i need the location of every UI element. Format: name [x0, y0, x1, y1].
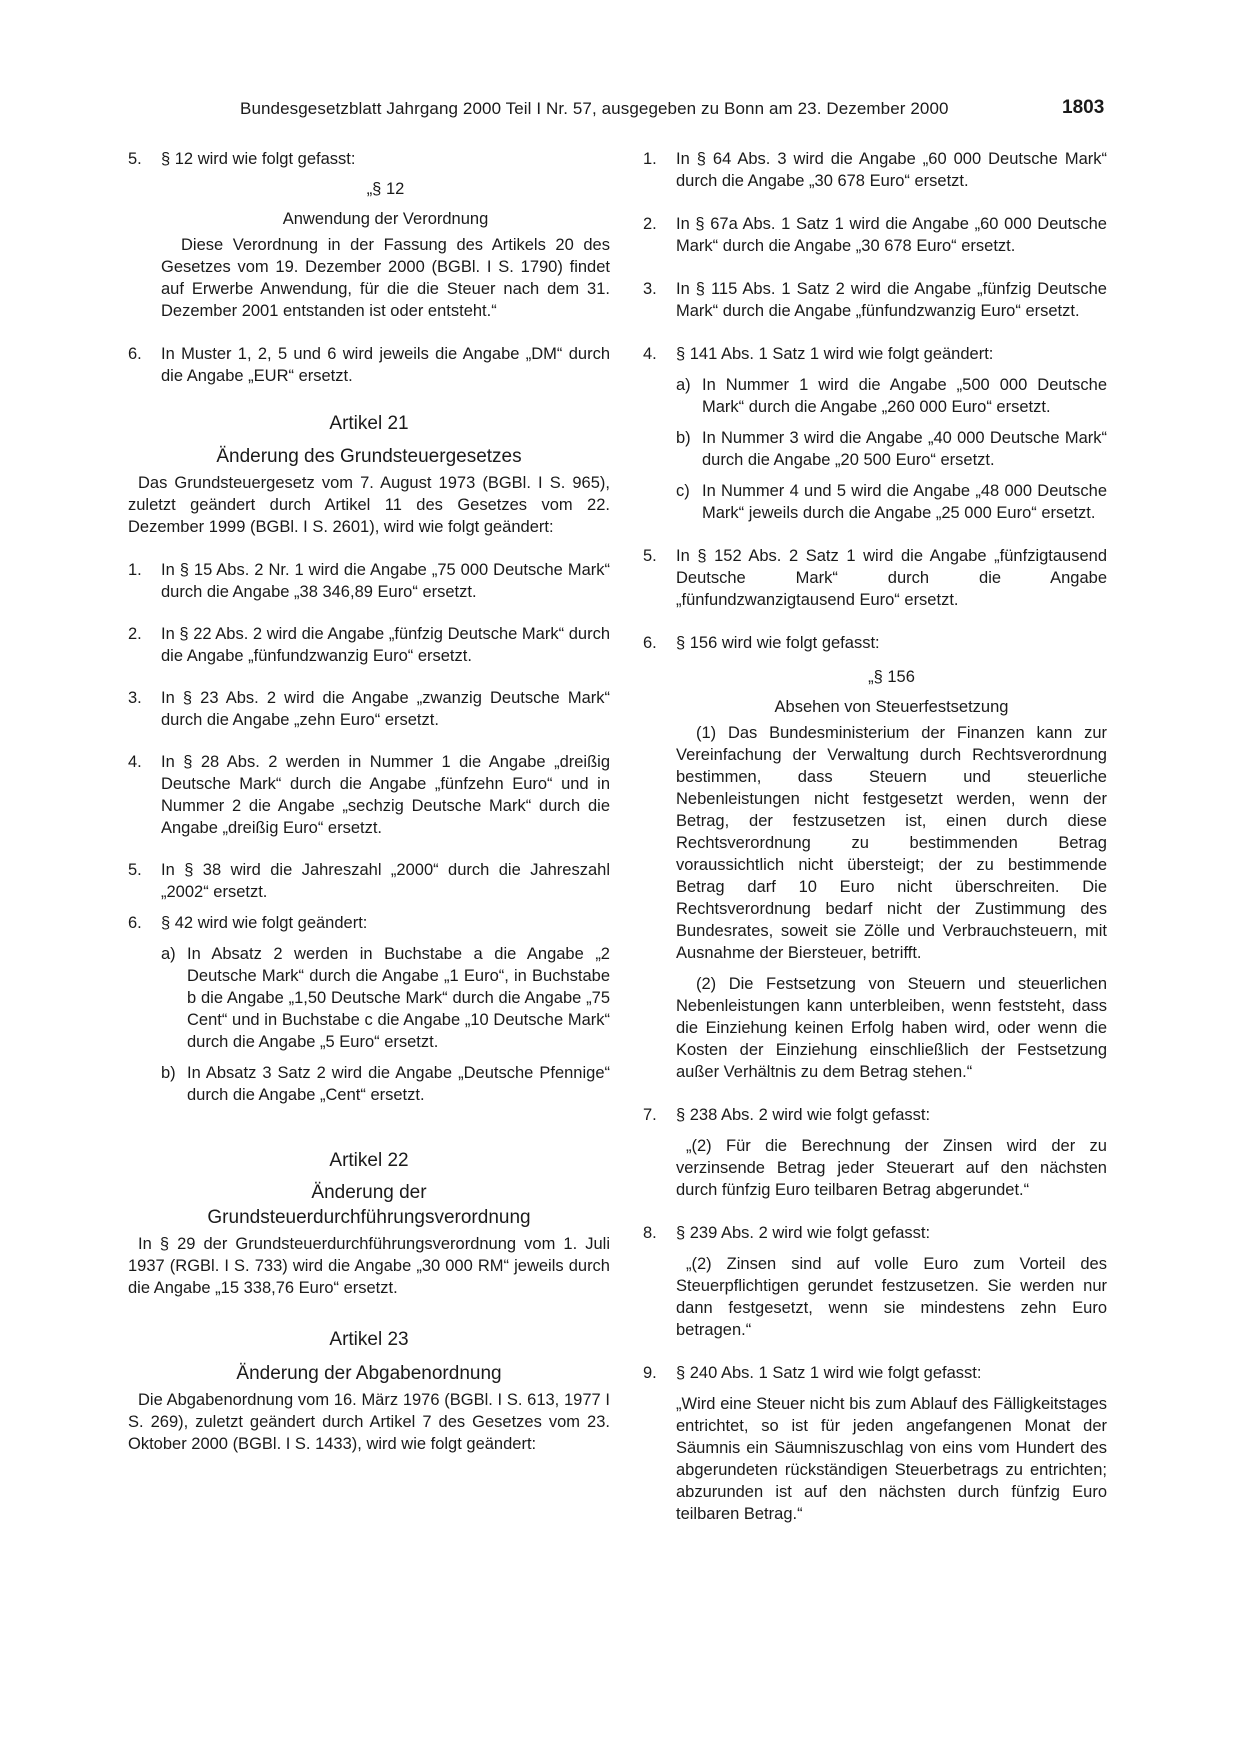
quoted-paragraph	[643, 1393, 1107, 1525]
item-number: 4.	[128, 753, 142, 771]
sub-item-letter: b)	[161, 1064, 176, 1082]
sub-item-letter: c)	[676, 482, 690, 500]
item-number: 2.	[643, 215, 657, 233]
item-number: 1.	[643, 150, 657, 168]
list-item	[128, 148, 610, 170]
item-number: 7.	[643, 1106, 657, 1124]
article-body: In § 29 der Grundsteuerdurchführungsverordnung vom 1. Juli 1937 (RGBl. I S. 733) wird die Angabe „30 000 RM“ jeweils durch die Angabe „15 338,76 Euro“ ersetzt.	[128, 1235, 610, 1297]
item-text: § 156 wird wie folgt gefasst:	[676, 634, 880, 652]
sub-item	[676, 480, 1107, 524]
sub-item-text: In Nummer 1 wird die Angabe „500 000 Deutsche Mark“ durch die Angabe „260 000 Euro“ ersetzt.	[702, 376, 1107, 416]
quoted-section-12	[128, 178, 610, 322]
section-heading: Anwendung der Verordnung	[282, 210, 489, 228]
list-item	[128, 859, 610, 903]
item-text: § 240 Abs. 1 Satz 1 wird wie folgt gefasst:	[676, 1364, 982, 1382]
list-item	[128, 343, 610, 387]
list-item	[128, 559, 610, 603]
item-number: 6.	[128, 345, 142, 363]
quoted-text: „(2) Zinsen sind auf volle Euro zum Vorteil des Steuerpflichtigen gerundet festzusetzen. Sie werden nur dann festgesetzt, wenn sie mindestens zehn Euro betragen.“	[676, 1255, 1107, 1339]
article-number: Artikel 23	[329, 1329, 409, 1350]
item-text: In § 23 Abs. 2 wird die Angabe „zwanzig Deutsche Mark“ durch die Angabe „zehn Euro“ ersetzt.	[161, 689, 610, 729]
page-number: 1803	[1062, 97, 1105, 118]
item-text: § 239 Abs. 2 wird wie folgt gefasst:	[676, 1224, 931, 1242]
article-number: Artikel 22	[329, 1150, 409, 1171]
item-number: 8.	[643, 1224, 657, 1242]
item-text: In § 28 Abs. 2 werden in Nummer 1 die Angabe „dreißig Deutsche Mark“ durch die Angabe „fünfzehn Euro“ und in Nummer 2 die Angabe „sechzig Deutsche Mark“ durch die Angabe „dreißig Euro“ ersetzt.	[161, 753, 610, 837]
sub-item-text: In Nummer 4 und 5 wird die Angabe „48 000 Deutsche Mark“ jeweils durch die Angabe „25 000 Euro“ ersetzt.	[702, 482, 1107, 522]
item-text: In § 152 Abs. 2 Satz 1 wird die Angabe „fünfzigtausend Deutsche Mark“ durch die Angabe „fünfundzwanzigtausend Euro“ ersetzt.	[676, 547, 1107, 609]
sub-item-text: In Nummer 3 wird die Angabe „40 000 Deutsche Mark“ durch die Angabe „20 500 Euro“ ersetzt.	[702, 429, 1107, 469]
right-column	[643, 148, 1107, 1525]
quoted-paragraph	[643, 1253, 1107, 1341]
list-item	[643, 1362, 1107, 1384]
sub-item-text: In Absatz 2 werden in Buchstabe a die Angabe „2 Deutsche Mark“ durch die Angabe „1 Euro“, in Buchstabe b die Angabe „1,50 Deutsche Mark“ durch die Angabe „75 Cent“ und in Buchstabe c die Angabe „10 Deutsche Mark“ durch die Angabe „5 Euro“ ersetzt.	[187, 945, 610, 1051]
running-header: Bundesgesetzblatt Jahrgang 2000 Teil I Nr. 57, ausgegeben zu Bonn am 23. Dezember 2000	[240, 99, 949, 118]
sub-item	[161, 943, 610, 1053]
section-paragraph: (1) Das Bundesministerium der Finanzen kann zur Vereinfachung der Verwaltung durch Rechtsverordnung bestimmen, dass Steuern und steuerliche Nebenleistungen nicht festgesetzt werden, wenn der Betrag, der festzusetzen ist, einen durch diese Rechtsverordnung zu bestimmenden Betrag voraussichtlich nicht übersteigt; der zu bestimmende Betrag darf 10 Euro nicht überschreiten. Die Rechtsverordnung bedarf nicht der Zustimmung des Bundesrates, soweit sie Zölle und Verbrauchsteuern, mit Ausnahme der Biersteuer, betrifft.	[676, 724, 1107, 962]
sub-item-letter: b)	[676, 429, 691, 447]
item-text: In § 22 Abs. 2 wird die Angabe „fünfzig Deutsche Mark“ durch die Angabe „fünfundzwanzig Euro“ ersetzt.	[161, 625, 610, 665]
list-item	[128, 751, 610, 839]
list-item	[643, 278, 1107, 322]
item-number: 4.	[643, 345, 657, 363]
item-number: 5.	[128, 150, 142, 168]
list-item	[128, 912, 610, 934]
item-number: 3.	[643, 280, 657, 298]
quoted-text: „Wird eine Steuer nicht bis zum Ablauf des Fälligkeitstages entrichtet, so ist für jeden angefangenen Monat der Säumnis ein Säumniszuschlag von eins vom Hundert des abgerundeten rückständigen Steuerbetrags zu entrichten; abzurunden ist auf den nächsten durch fünfzig Euro teilbaren Betrag.“	[676, 1395, 1107, 1523]
article-number: Artikel 21	[329, 413, 409, 434]
item-number: 1.	[128, 561, 142, 579]
sub-item	[676, 374, 1107, 418]
sub-item-letter: a)	[676, 376, 691, 394]
quoted-text: „(2) Für die Berechnung der Zinsen wird der zu verzinsende Betrag jeder Steuerart auf den nächsten durch fünfzig Euro teilbaren Betrag abgerundet.“	[676, 1137, 1107, 1199]
item-text: § 141 Abs. 1 Satz 1 wird wie folgt geändert:	[676, 345, 994, 363]
quoted-paragraph	[643, 1135, 1107, 1201]
left-column	[128, 148, 610, 1455]
list-item	[643, 632, 1107, 654]
sub-item-letter: a)	[161, 945, 176, 963]
list-item	[643, 343, 1107, 365]
list-item	[128, 623, 610, 667]
article-intro: Die Abgabenordnung vom 16. März 1976 (BGBl. I S. 613, 1977 I S. 269), zuletzt geändert durch Artikel 7 des Gesetzes vom 23. Oktober 2000 (BGBl. I S. 1433), wird wie folgt geändert:	[128, 1391, 610, 1453]
item-number: 6.	[128, 914, 142, 932]
list-item	[643, 148, 1107, 192]
item-number: 5.	[643, 547, 657, 565]
list-item	[128, 687, 610, 731]
section-title: „§ 156	[868, 668, 915, 686]
item-text: § 238 Abs. 2 wird wie folgt gefasst:	[676, 1106, 931, 1124]
section-title: „§ 12	[366, 180, 405, 198]
item-number: 2.	[128, 625, 142, 643]
sub-item-text: In Absatz 3 Satz 2 wird die Angabe „Deutsche Pfennige“ durch die Angabe „Cent“ ersetzt.	[187, 1064, 610, 1104]
section-heading: Absehen von Steuerfestsetzung	[774, 698, 1009, 716]
item-text: § 42 wird wie folgt geändert:	[161, 914, 368, 932]
item-text: In Muster 1, 2, 5 und 6 wird jeweils die Angabe „DM“ durch die Angabe „EUR“ ersetzt.	[161, 345, 610, 385]
section-body: Diese Verordnung in der Fassung des Artikels 20 des Gesetzes vom 19. Dezember 2000 (BGBl. I S. 1790) findet auf Erwerbe Anwendung, für die die Steuer nach dem 31. Dezember 2001 entstanden ist oder entsteht.“	[161, 236, 610, 320]
list-item	[643, 545, 1107, 611]
item-text: In § 64 Abs. 3 wird die Angabe „60 000 Deutsche Mark“ durch die Angabe „30 678 Euro“ ersetzt.	[676, 150, 1107, 190]
article-title-line1: Änderung der	[311, 1182, 427, 1203]
section-paragraph: (2) Die Festsetzung von Steuern und steuerlichen Nebenleistungen kann unterbleiben, wenn feststeht, dass die Einziehung keinen Erfolg haben wird, oder wenn die Kosten der Einziehung einschließlich der Festsetzung außer Verhältnis zu dem Betrag stehen.“	[676, 975, 1107, 1081]
article-intro: Das Grundsteuergesetz vom 7. August 1973 (BGBl. I S. 965), zuletzt geändert durch Artikel 11 des Gesetzes vom 22. Dezember 1999 (BGBl. I S. 2601), wird wie folgt geändert:	[128, 474, 610, 536]
article-title-line2: Grundsteuerdurchführungsverordnung	[207, 1207, 531, 1228]
article-title: Änderung des Grundsteuergesetzes	[216, 446, 522, 467]
quoted-section-156	[643, 666, 1107, 1083]
item-text: In § 38 wird die Jahreszahl „2000“ durch die Jahreszahl „2002“ ersetzt.	[161, 861, 610, 901]
item-text: § 12 wird wie folgt gefasst:	[161, 150, 356, 168]
item-text: In § 67a Abs. 1 Satz 1 wird die Angabe „60 000 Deutsche Mark“ durch die Angabe „30 678 Euro“ ersetzt.	[676, 215, 1107, 255]
item-number: 9.	[643, 1364, 657, 1382]
list-item	[643, 1104, 1107, 1126]
sub-item	[161, 1062, 610, 1106]
article-title: Änderung der Abgabenordnung	[236, 1363, 502, 1384]
list-item	[643, 1222, 1107, 1244]
list-item	[643, 213, 1107, 257]
item-text: In § 115 Abs. 1 Satz 2 wird die Angabe „fünfzig Deutsche Mark“ durch die Angabe „fünfundzwanzig Euro“ ersetzt.	[676, 280, 1107, 320]
item-text: In § 15 Abs. 2 Nr. 1 wird die Angabe „75 000 Deutsche Mark“ durch die Angabe „38 346,89 Euro“ ersetzt.	[161, 561, 610, 601]
sub-item	[676, 427, 1107, 471]
item-number: 5.	[128, 861, 142, 879]
item-number: 6.	[643, 634, 657, 652]
item-number: 3.	[128, 689, 142, 707]
